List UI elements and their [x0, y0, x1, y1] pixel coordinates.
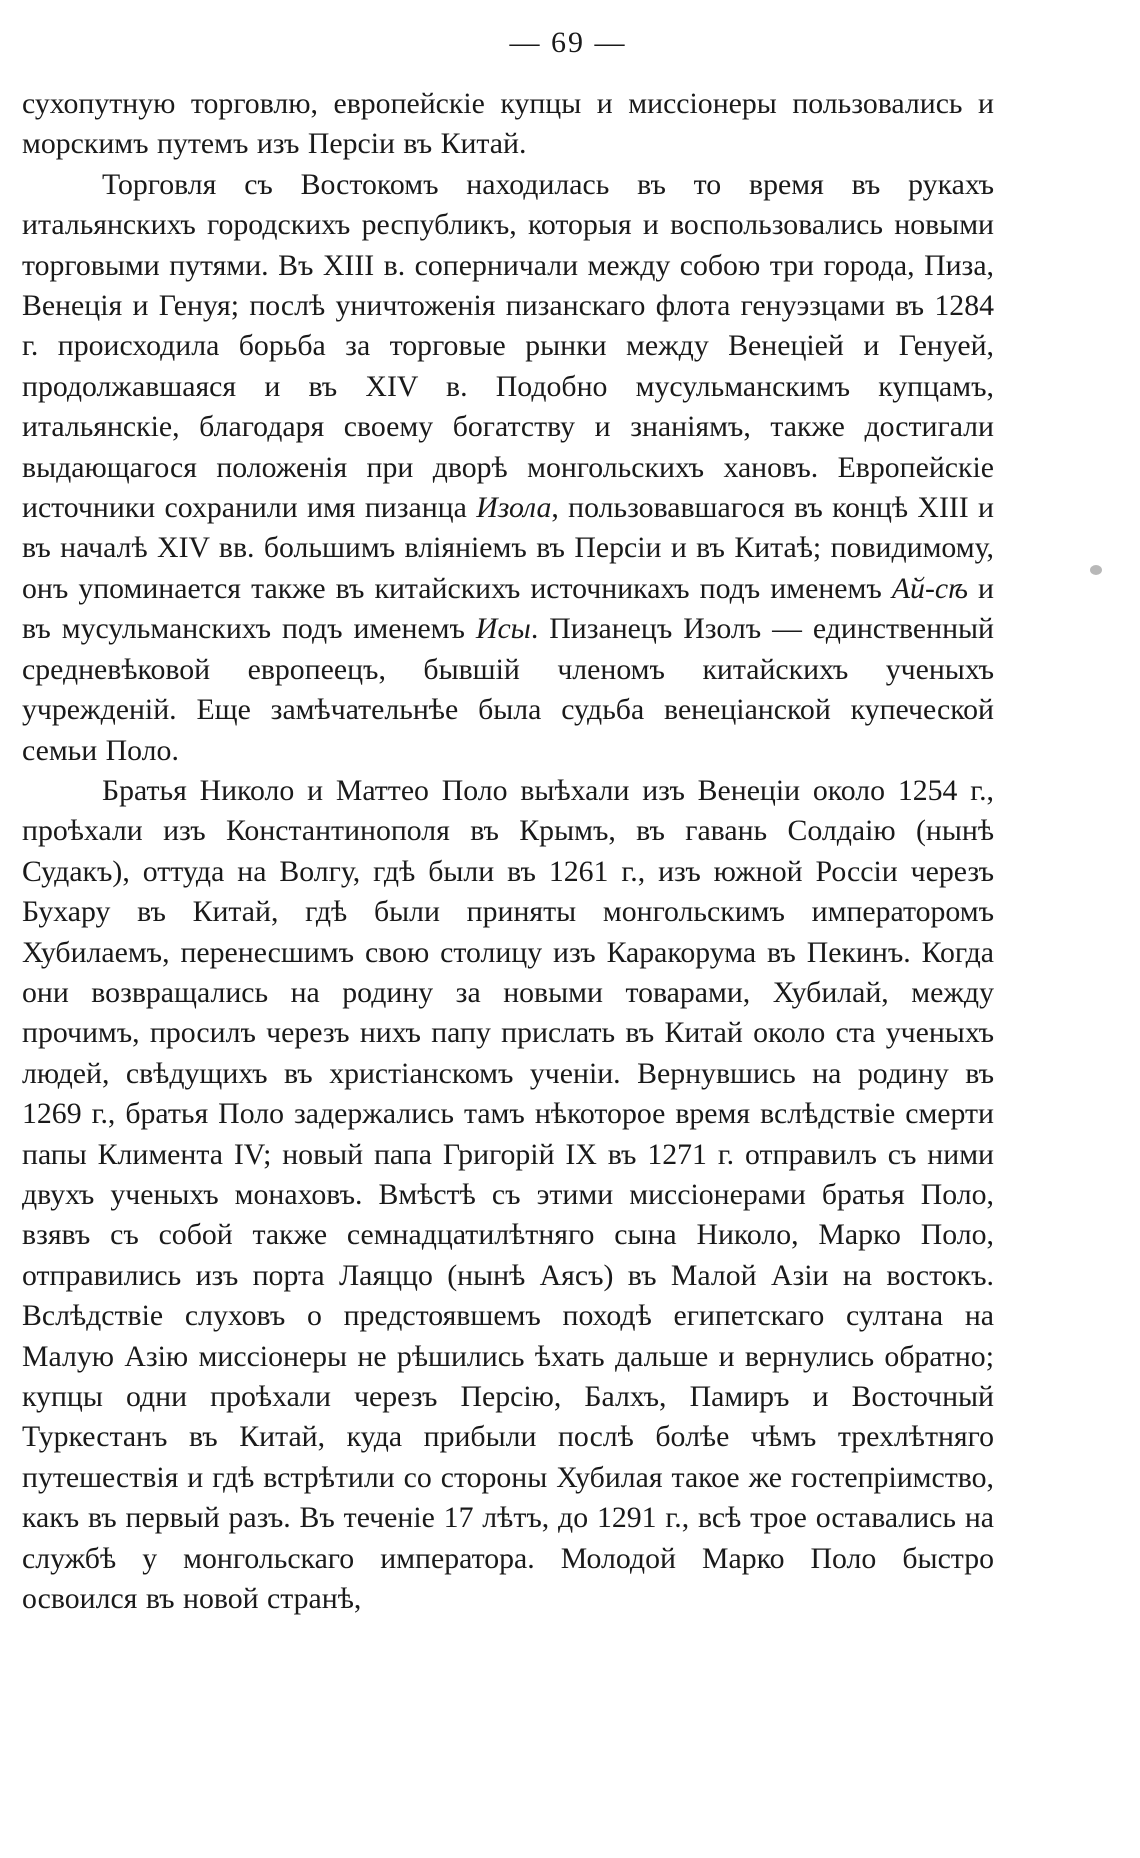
paragraph-3-text: Братья Николо и Маттео Поло выѣхали изъ Венеціи около 1254 г., проѣхали изъ Константинополя въ Крымъ, въ гавань Солдаію (нынѣ Судакъ), оттуда на Волгу, гдѣ были въ 1261 г., изъ южной Россіи черезъ Бухару въ Китай, гдѣ были приняты монгольскимъ императоромъ Хубилаемъ, перенесшимъ свою столицу изъ Каракорума въ Пекинъ. Когда они возвращались на родину за новыми товарами, Хубилай, между прочимъ, просилъ черезъ нихъ папу прислать въ Китай около ста ученыхъ людей, свѣдущихъ въ христіанскомъ ученіи. Вернувшись на родину въ 1269 г., братья Поло задержались тамъ нѣкоторое время вслѣдствіе смерти папы Климента IV; новый папа Григорій IX въ 1271 г. отправилъ съ ними двухъ ученыхъ монаховъ. Вмѣстѣ съ этими миссіонерами братья Поло, взявъ съ собой также семнадцатилѣтняго сына Николо, Марко Поло, отправились изъ порта Лаяццо (нынѣ Аясъ) въ Малой Азіи на востокъ. Вслѣдствіе слуховъ о предстоявшемъ походѣ египетскаго султана на Малую Азію миссіонеры не рѣшились ѣхать дальше и вернулись обратно; купцы одни проѣхали черезъ Персію, Балхъ, Памиръ и Восточный Туркестанъ въ Китай, куда прибыли послѣ болѣе чѣмъ трехлѣтняго путешествія и гдѣ встрѣтили со стороны Хубилая такое же гостепріимство, какъ въ первый разъ. Въ теченіе 17 лѣтъ, до 1291 г., всѣ трое оставались на службѣ у монгольскаго императора. Молодой Марко Поло быстро освоился въ новой странѣ, [22, 773, 994, 1616]
ink-blot [1090, 565, 1102, 575]
paragraph-2-text-a: Торговля съ Востокомъ находилась въ то время въ рукахъ итальянскихъ городскихъ республикъ, которыя и воспользовались новыми торговыми путями. Въ XIII в. соперничали между собою три города, Пиза, Венеція и Генуя; послѣ уничтоженія пизанскаго флота генуэзцами въ 1284 г. происходила борьба за торговые рынки между Венеціей и Генуей, продолжавшаяся и въ XIV в. Подобно мусульманскимъ купцамъ, итальянскіе, благодаря своему богатству и знаніямъ, также достигали выдающагося положенія при дворѣ монгольскихъ хановъ. Европейскіе источники сохранили имя пизанца [22, 167, 994, 525]
italic-name-ai-se: Ай-сѣ [891, 571, 968, 605]
paragraph-2-text-b: , пользовавшагося въ концѣ XIII и въ началѣ XIV вв. большимъ вліяніемъ въ Персіи и въ Китаѣ; повидимому, онъ упоминается также въ китайскихъ источникахъ подъ именемъ [22, 491, 994, 605]
paragraph-3 [22, 771, 994, 1620]
italic-name-isol: Изола [476, 491, 552, 525]
page-number: — 69 — [509, 26, 627, 59]
paragraph-2-text-d: . Пизанецъ Изолъ — единственный средневѣковой европеецъ, бывшій членомъ китайскихъ ученыхъ учрежденій. Еще замѣчательнѣе была судьба венеціанской купеческой семьи Поло. [22, 612, 994, 767]
paragraph-1 [22, 84, 994, 165]
paragraph-1-text: сухопутную торговлю, европейскіе купцы и миссіонеры пользовались и морскимъ путемъ изъ Персіи въ Китай. [22, 87, 994, 161]
italic-name-isy: Исы [475, 612, 531, 646]
paragraph-2-text-c: и въ мусульманскихъ подъ именемъ [22, 571, 994, 646]
body-text [22, 84, 994, 1619]
paragraph-2 [22, 165, 994, 771]
